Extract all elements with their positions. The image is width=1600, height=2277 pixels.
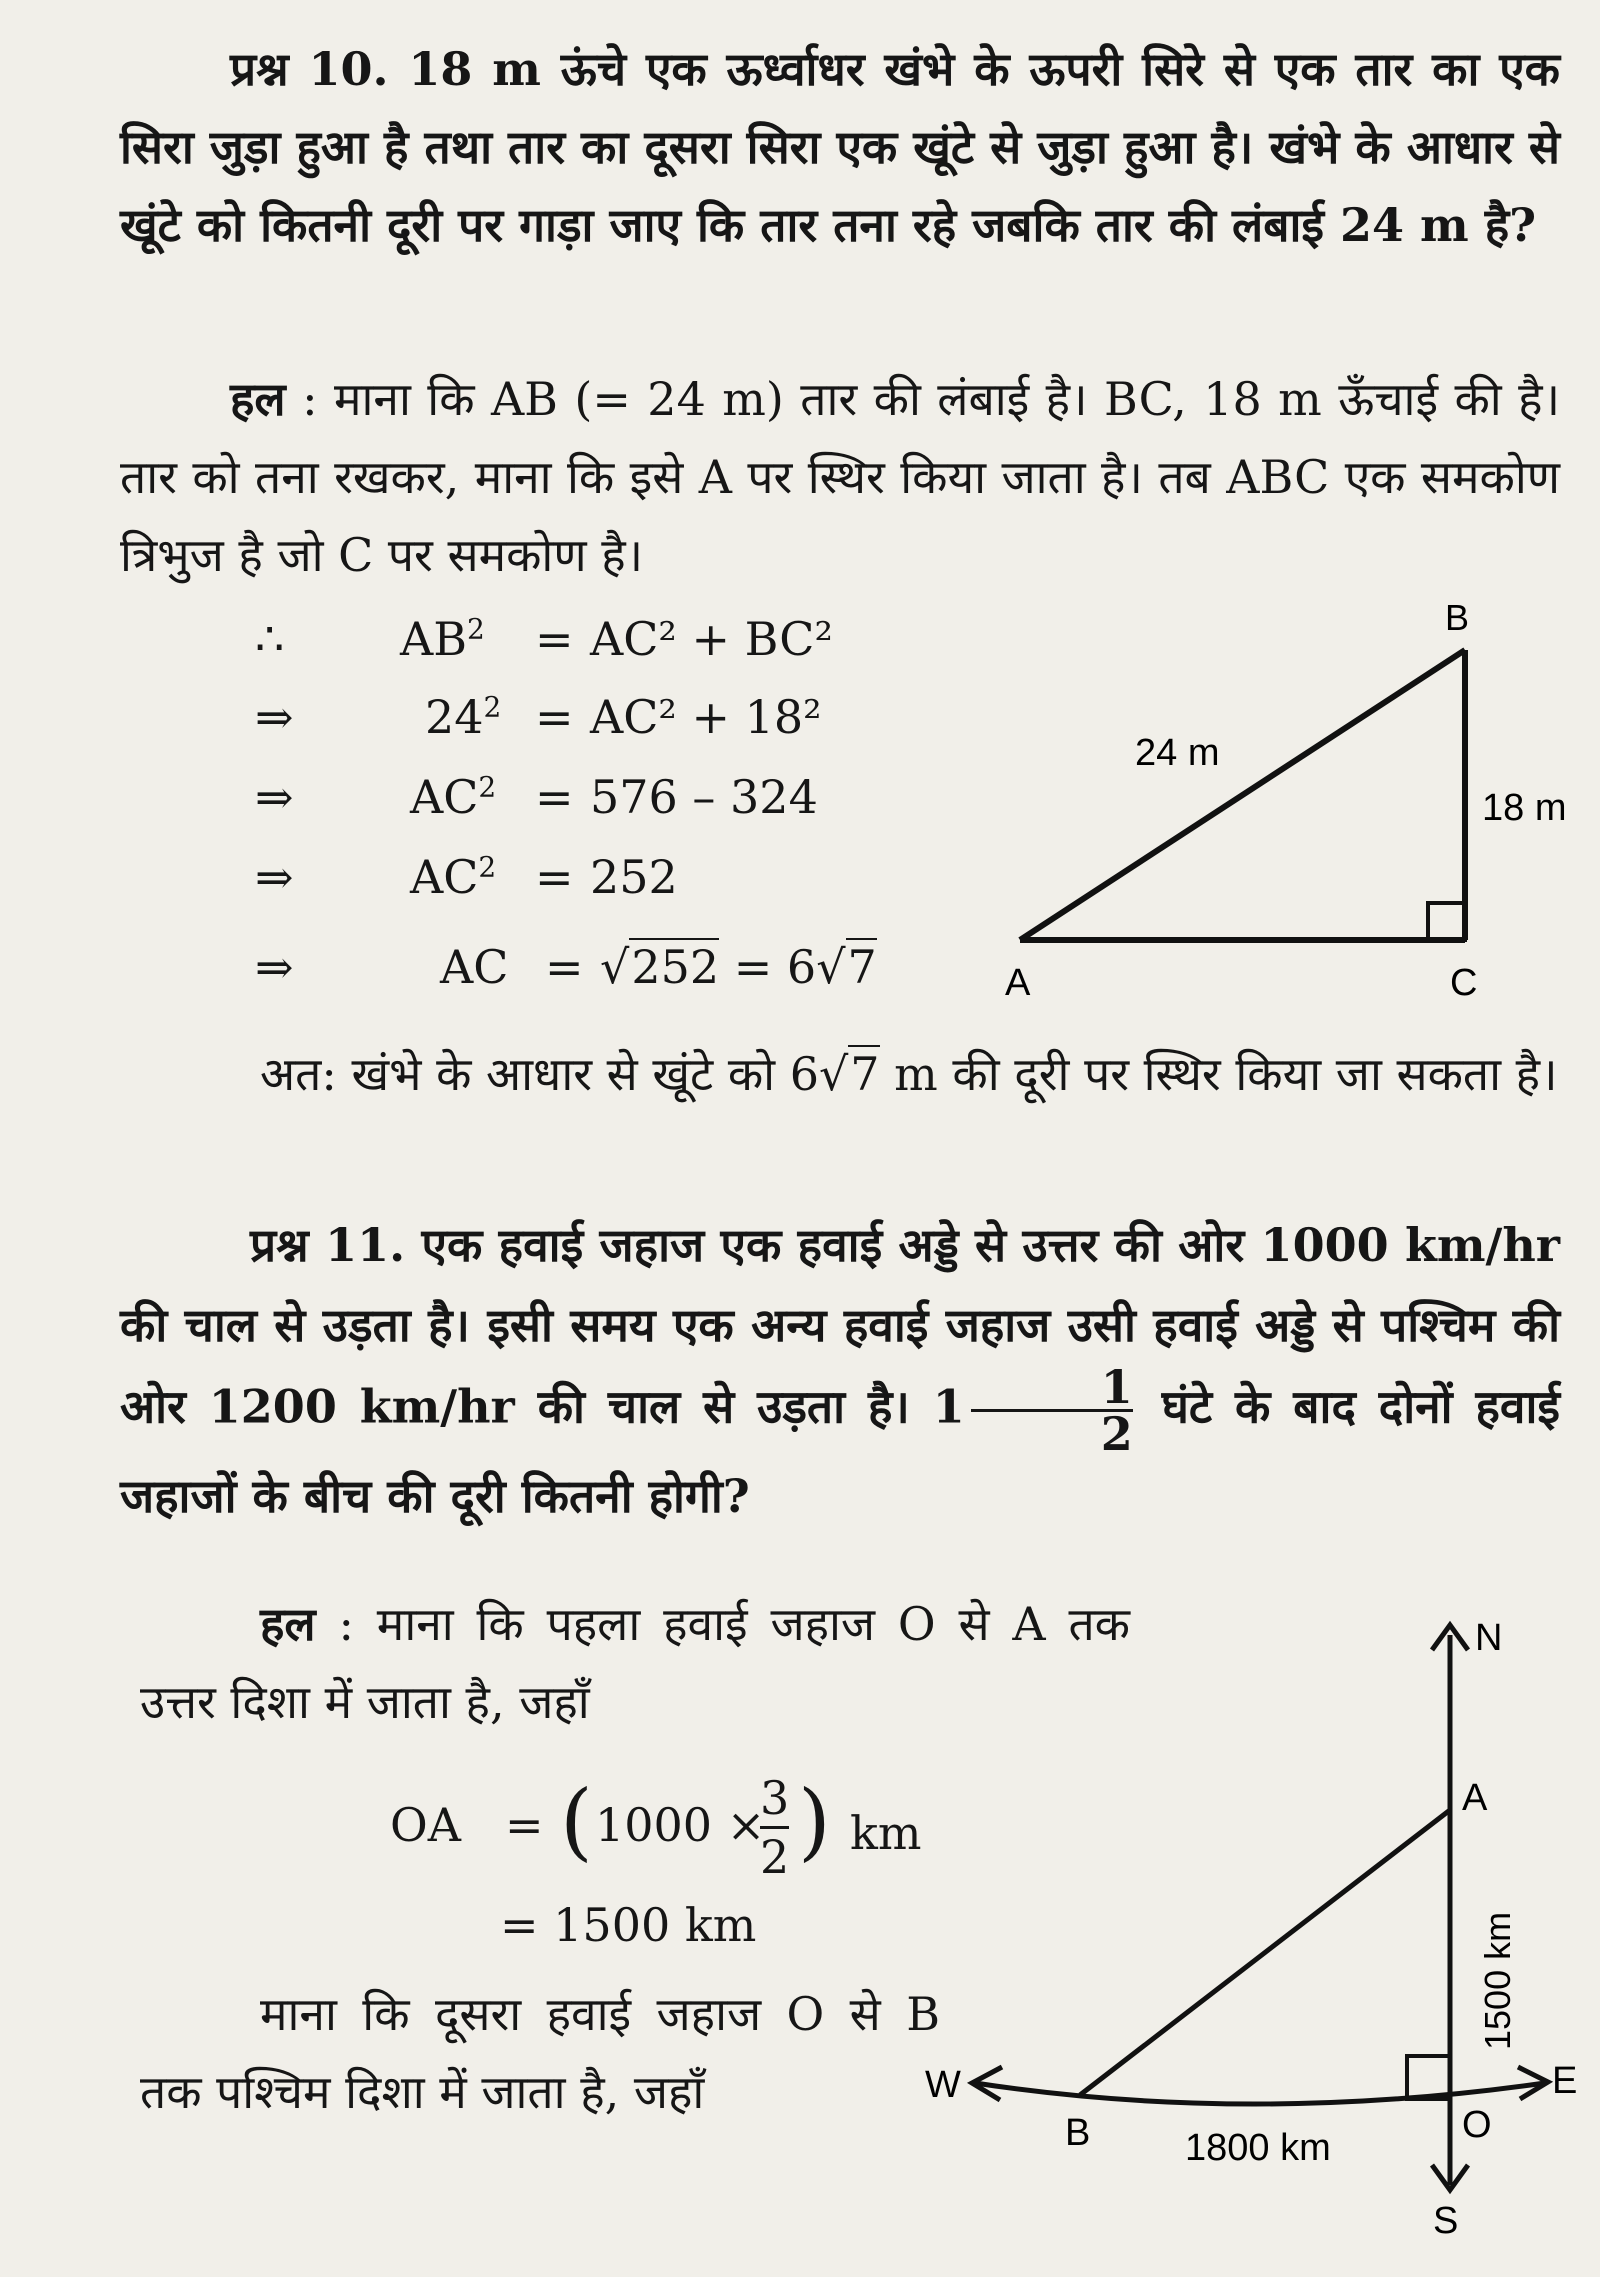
vertex-c-label: C [1450,962,1478,1004]
q11-compass-figure [920,1605,1600,2277]
equals-sign: = [535,850,574,904]
therefore-symbol: ∴ [255,612,285,666]
q10-solution-intro [120,360,1560,594]
east-label: E [1552,2060,1578,2102]
implies-symbol: ⇒ [255,770,294,824]
equals-sign: = [535,612,574,666]
implies-symbol: ⇒ [255,850,294,904]
equation-lhs: AC [440,940,509,994]
q10-question-text: 18 m ऊंचे एक ऊर्ध्वाधर खंभे के ऊपरी सिरे से एक तार का एक सिरा जुड़ा हुआ है तथा तार का दूसरा सिरा एक खूंटे से जुड़ा हुआ है। खंभे के आधार से खूंटे को कितनी दूरी पर गाड़ा जाए कि तार तना रहे जबकि तार की लंबाई 24 m है? [120,42,1560,252]
q10-solution-label: हल [230,372,286,426]
q10-conclusion: अत: खंभे के आधार से खूंटे को 6√7 m की दूरी पर स्थिर किया जा सकता है। [260,1047,1558,1101]
q11-solution-text-2: माना कि दूसरा हवाई जहाज O से B तक पश्चिम दिशा में जाता है, जहाँ [140,1987,940,2119]
one-half-fraction: $\frac{1}{2}$ [971,1365,1133,1456]
q11-question-text: एक हवाई जहाज एक हवाई अड्डे से उत्तर की ओर 1000 km/hr की चाल से उड़ता है। इसी समय एक अन्य हवाई जहाज उसी हवाई अड्डे से पश्चिम की ओर 1200 km/hr की चाल से उड़ता है। 1 [120,1218,1560,1434]
west-east-axis [975,2083,1545,2104]
north-label: N [1475,1617,1503,1659]
point-a-label: A [1462,1777,1488,1819]
oa-equation: OA = ( 1000 × 3 2 ) km [390,1771,922,1884]
side-bc-label: 18 m [1482,787,1567,829]
q10-triangle-figure [960,590,1600,1020]
west-label: W [925,2064,961,2106]
q11-question: प्रश्न 11. एक हवाई जहाज एक हवाई अड्डे से उत्तर की ओर 1000 km/hr की चाल से उड़ता है। इसी समय एक अन्य हवाई जहाज उसी हवाई अड्डे से पश्चिम की ओर 1200 km/hr की चाल से उड़ता है। 1 $\frac{1}{2}$ घंटे के बाद दोनों हवाई जहाजों के बीच की दूरी कितनी होगी? [120,1218,1560,1523]
implies-symbol: ⇒ [255,940,294,994]
equals-sign: = [545,940,584,994]
oa-result: = 1500 km [500,1898,757,1952]
q11-heading: प्रश्न 11. [250,1218,406,1272]
point-b-label: B [1065,2112,1091,2154]
vertex-a-label: A [1005,962,1031,1004]
line-ab [1080,1810,1450,2095]
equation-rhs: √252 = 6√7 [600,940,877,994]
q10-question [120,30,1560,264]
south-label: S [1433,2200,1459,2242]
equals-sign: = [535,690,574,744]
ob-distance-label: 1800 km [1185,2127,1331,2169]
q10-solution-text: : माना कि AB (= 24 m) तार की लंबाई है। BC, 18 m ऊँचाई की है। तार को तना रखकर, माना कि इसे A पर स्थिर किया जाता है। तब ABC एक समकोण त्रिभुज है जो C पर समकोण है। [120,372,1561,582]
equation-lhs: $AC^2$ [410,770,497,824]
implies-symbol: ⇒ [255,690,294,744]
right-angle-mark [1428,903,1465,940]
vertex-b-label: B [1445,597,1470,638]
point-o-label: O [1462,2104,1492,2146]
equation-rhs: 576 – 324 [590,770,818,824]
hypotenuse-label: 24 m [1135,732,1220,774]
equation-lhs: $AC^2$ [410,850,497,904]
equals-sign: = [535,770,574,824]
equation-rhs: AC² + BC² [590,612,833,666]
equation-lhs: $AB^2$ [400,612,485,666]
equation-rhs: AC² + 18² [590,690,822,744]
equation-lhs: $24^2$ [425,690,502,744]
oa-distance-label: 1500 km [1477,1911,1518,2050]
q11-solution-label: हल [260,1597,316,1651]
equation-rhs: 252 [590,850,678,904]
side-ab [1020,650,1465,940]
q11-solution-text: : माना कि पहला हवाई जहाज O से A तक उत्तर दिशा में जाता है, जहाँ [140,1597,1130,1729]
q10-heading: प्रश्न 10. [230,42,389,96]
